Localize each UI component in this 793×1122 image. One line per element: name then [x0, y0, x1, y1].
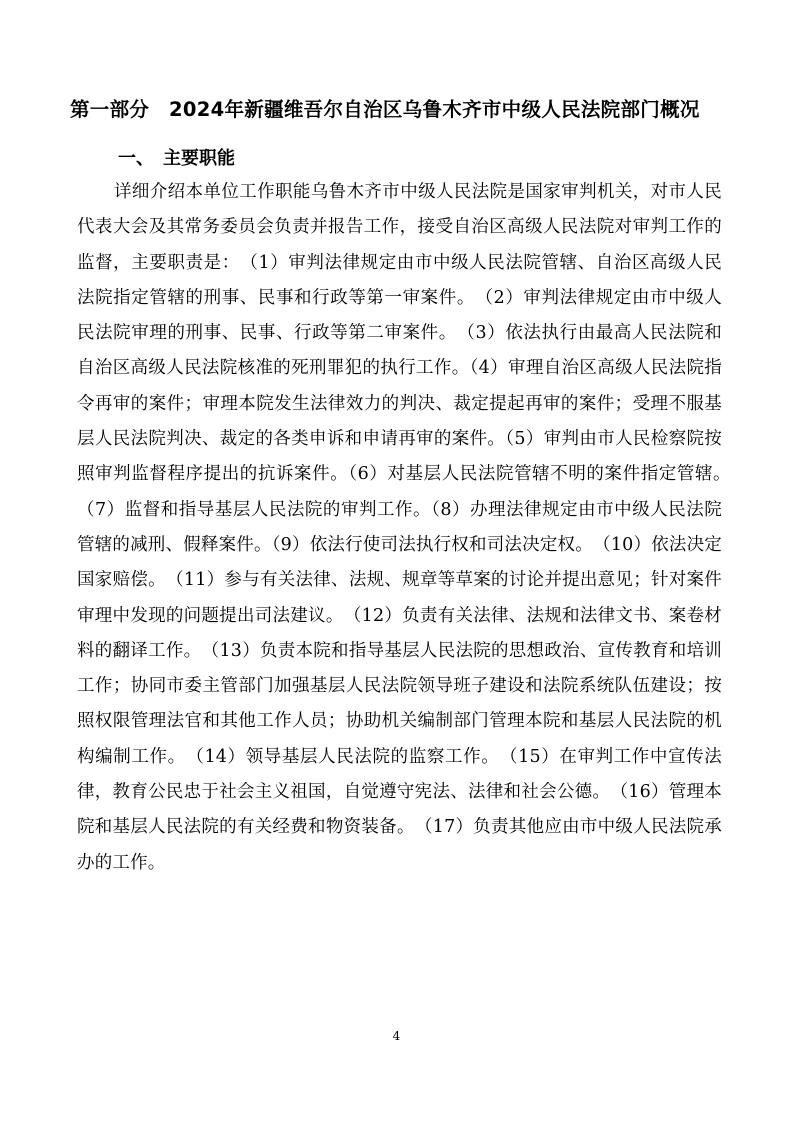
section-heading: 一、 主要职能	[118, 148, 235, 169]
document-title: 第一部分 2024年新疆维吾尔自治区乌鲁木齐市中级人民法院部门概况	[70, 98, 700, 121]
page-number: 4	[392, 1029, 401, 1043]
section-body-paragraph: 详细介绍本单位工作职能乌鲁木齐市中级人民法院是国家审判机关，对市人民代表大会及其常务委员会负责并报告工作，接受自治区高级人民法院对审判工作的监督，主要职责是： （1）审判法律规定由市中级人民法院管辖、自治区高级人民法院指定管辖的刑事、民事和行政等第一审案件。 （2）审判法律规定由市中级人民法院审理的刑事、民事、行政等第二审案件。 （3）依法执行由最高人民法院和自治区高级人民法院核准的死刑罪犯的执行工作。（4）审理自治区高级人民法院指令再审的案件；审理本院发生法律效力的判决、裁定提起再审的案件；受理不服基层人民法院判决、裁定的各类申诉和申请再审的案件。（5）审判由市人民检察院按照审判监督程序提出的抗诉案件。（6）对基层人民法院管辖不明的案件指定管辖。 （7）监督和指导基层人民法院的审判工作。（8）办理法律规定由市中级人民法院管辖的减刑、假释案件。（9）依法行使司法执行权和司法决定权。 （10）依法决定国家赔偿。 （11）参与有关法律、法规、规章等草案的讨论并提出意见；针对案件审理中发现的问题提出司法建议。 （12）负责有关法律、法规和法律文书、案卷材料的翻译工作。 （13）负责本院和指导基层人民法院的思想政治、宣传教育和培训工作；协同市委主管部门加强基层人民法院领导班子建设和法院系统队伍建设；按照权限管理法官和其他工作人员；协助机关编制部门管理本院和基层人民法院的机构编制工作。 （14）领导基层人民法院的监察工作。 （15）在审判工作中宣传法律，教育公民忠于社会主义祖国，自觉遵守宪法、法律和社会公德。 （16）管理本院和基层人民法院的有关经费和物资装备。 （17）负责其他应由市中级人民法院承办的工作。	[77, 182, 740, 873]
